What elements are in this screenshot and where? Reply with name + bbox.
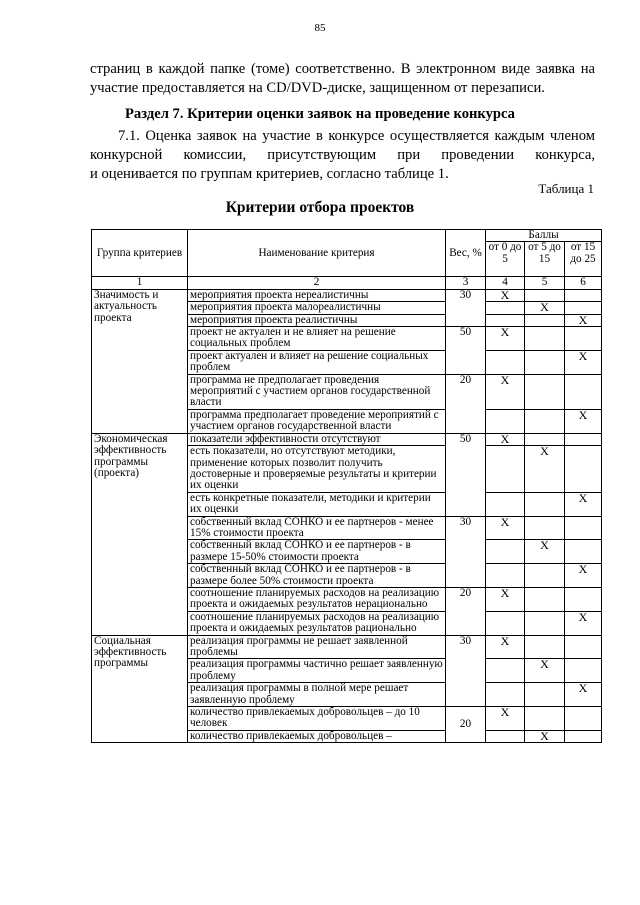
score-mark: X <box>525 540 565 564</box>
section-title: Раздел 7. Критерии оценки заявок на проведение конкурса <box>125 106 515 122</box>
score-mark: X <box>486 374 525 409</box>
criteria-table <box>91 229 602 743</box>
score-mark: X <box>486 707 525 731</box>
criterion-name: количество привлекаемых добровольцев – до 10 человек <box>188 707 446 731</box>
criterion-name: есть конкретные показатели, методики и критерии их оценки <box>188 492 446 516</box>
col-number: 2 <box>188 277 446 289</box>
weight-value: 50 <box>446 433 486 516</box>
criterion-name: проект актуален и влияет на решение социальных проблем <box>188 350 446 374</box>
group-name: Социальная эффективность программы <box>92 635 188 743</box>
weight-value: 20 <box>446 374 486 433</box>
continuation-line-1: страниц в каждой папке (томе) соответственно. В электронном виде заявка на <box>90 61 595 77</box>
score-mark: X <box>525 302 565 314</box>
score-mark: X <box>565 314 602 326</box>
criterion-name: проект не актуален и не влияет на решение социальных проблем <box>188 327 446 351</box>
weight-value: 30 <box>446 635 486 706</box>
criterion-name: соотношение планируемых расходов на реализацию проекта и ожидаемых результатов рационально <box>188 611 446 635</box>
criterion-name: мероприятия проекта малореалистичны <box>188 302 446 314</box>
score-mark: X <box>486 289 525 301</box>
criterion-name: собственный вклад СОНКО и ее партнеров - менее 15% стоимости проекта <box>188 516 446 540</box>
score-mark: X <box>525 730 565 742</box>
score-mark: X <box>565 409 602 433</box>
criterion-name: соотношение планируемых расходов на реализацию проекта и ожидаемых результатов нерационально <box>188 587 446 611</box>
criterion-name: собственный вклад СОНКО и ее партнеров - в размере 15-50% стоимости проекта <box>188 540 446 564</box>
paragraph-7-1 <box>90 127 595 184</box>
criterion-name: реализация программы не решает заявленной проблемы <box>188 635 446 659</box>
continuation-line-2: участие предоставляется на CD/DVD-диске, защищенном от перезаписи. <box>90 80 545 96</box>
weight-value: 20 <box>446 587 486 635</box>
score-mark: X <box>525 659 565 683</box>
criterion-name: мероприятия проекта реалистичны <box>188 314 446 326</box>
criterion-name: программа предполагает проведение мероприятий с участием органов государственной власти <box>188 409 446 433</box>
table-label: Таблица 1 <box>538 181 594 196</box>
header-score-15-25: от 15 до 25 <box>565 242 602 277</box>
col-number: 6 <box>565 277 602 289</box>
header-weight: Вес, % <box>446 230 486 277</box>
criterion-name: программа не предполагает проведения мероприятий с участием органов государственной власти <box>188 374 446 409</box>
header-score-5-15: от 5 до 15 <box>525 242 565 277</box>
header-group: Группа критериев <box>92 230 188 277</box>
criterion-name: показатели эффективности отсутствуют <box>188 433 446 445</box>
criterion-name: количество привлекаемых добровольцев – <box>188 730 446 742</box>
col-number: 3 <box>446 277 486 289</box>
page-number: 85 <box>314 22 326 34</box>
header-scores: Баллы <box>486 230 602 242</box>
criterion-name: мероприятия проекта нереалистичны <box>188 289 446 301</box>
score-mark: X <box>565 350 602 374</box>
weight-value: 30 <box>446 289 486 326</box>
score-mark: X <box>525 446 565 493</box>
col-number: 4 <box>486 277 525 289</box>
criterion-name: собственный вклад СОНКО и ее партнеров - в размере более 50% стоимости проекта <box>188 564 446 588</box>
group-name: Экономическая эффективность программы (проекта) <box>92 433 188 635</box>
table-title: Критерии отбора проектов <box>225 199 415 216</box>
col-number: 1 <box>92 277 188 289</box>
score-mark: X <box>565 492 602 516</box>
criterion-name: реализация программы в полной мере решает заявленную проблему <box>188 683 446 707</box>
paragraph-line-3: и оценивается по группам критериев, согласно таблице 1. <box>90 166 449 182</box>
criterion-name: есть показатели, но отсутствуют методики, применение которых позволит получить достоверные и проверяемые результаты и критерии их оценки <box>188 446 446 493</box>
header-score-0-5: от 0 до 5 <box>486 242 525 277</box>
score-mark: X <box>486 587 525 611</box>
score-mark: X <box>486 516 525 540</box>
header-name: Наименование критерия <box>188 230 446 277</box>
score-mark: X <box>486 433 525 445</box>
score-mark: X <box>486 327 525 351</box>
weight-value: 50 <box>446 327 486 375</box>
score-mark: X <box>565 564 602 588</box>
score-mark: X <box>486 635 525 659</box>
criterion-name: реализация программы частично решает заявленную проблему <box>188 659 446 683</box>
weight-value: 20 <box>446 707 486 743</box>
col-number: 5 <box>525 277 565 289</box>
group-name: Значимость и актуальность проекта <box>92 289 188 433</box>
score-mark: X <box>565 683 602 707</box>
paragraph-line-2: конкурсной комиссии, присутствующим при проведении конкурса, <box>90 147 595 163</box>
continuation-text <box>90 60 595 98</box>
score-mark: X <box>565 611 602 635</box>
paragraph-line-1: 7.1. Оценка заявок на участие в конкурсе осуществляется каждым членом <box>118 128 595 144</box>
weight-value: 30 <box>446 516 486 587</box>
